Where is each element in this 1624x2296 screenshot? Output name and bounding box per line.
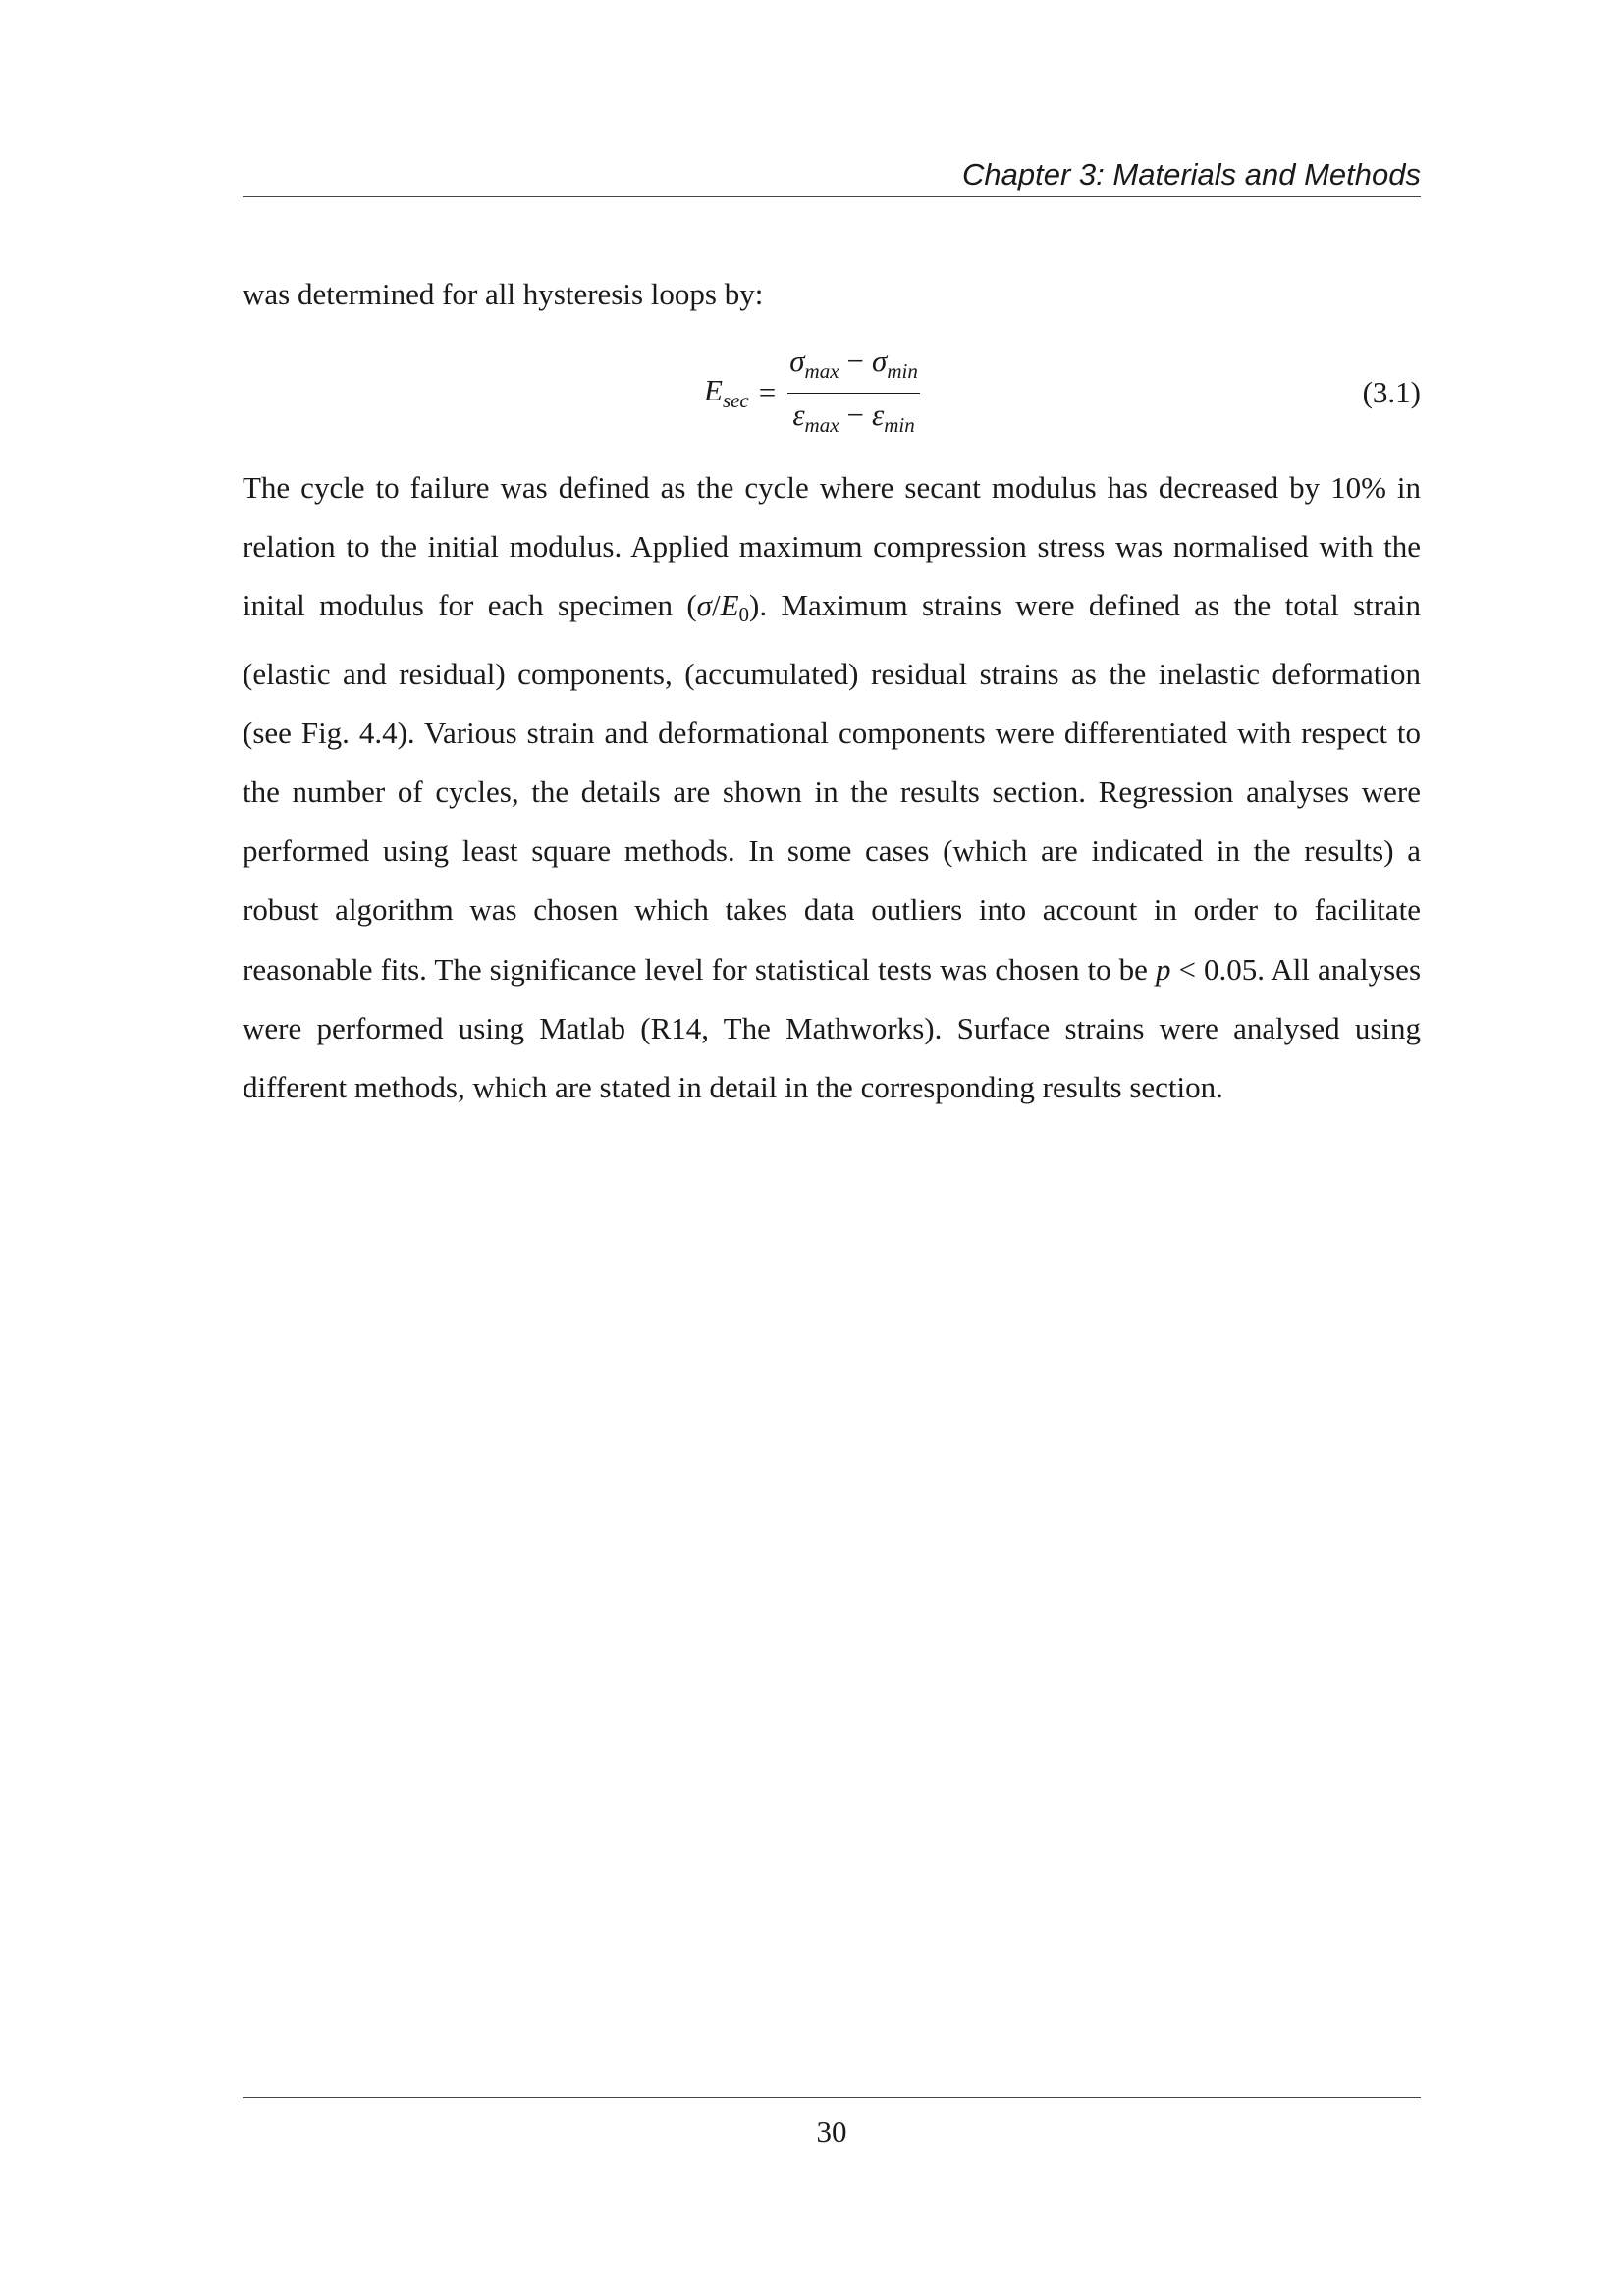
- equation-block: [243, 343, 1421, 437]
- sigma-min-symbol: σ: [872, 343, 888, 378]
- secant-modulus-fraction: [787, 344, 920, 443]
- ratio-modulus-symbol: E: [720, 588, 739, 623]
- methods-paragraph: [243, 458, 1421, 1117]
- denominator-minus: −: [846, 397, 865, 432]
- paragraph-text-part-1: The cycle to failure was defined as the cycle where secant modulus has decreased by 10% in relation to the initial modulus. Applied maximum compression stress was normalised with the inital modulus for each specimen (: [243, 470, 1421, 623]
- ratio-slash: /: [711, 588, 721, 623]
- ratio-modulus-subscript: 0: [738, 603, 750, 627]
- running-header: Chapter 3: Materials and Methods: [962, 157, 1421, 191]
- fraction-denominator: [792, 394, 914, 443]
- sigma-min-subscript: min: [887, 358, 918, 383]
- epsilon-max-symbol: ε: [792, 397, 805, 432]
- epsilon-max-subscript: max: [804, 412, 839, 437]
- equals-sign: =: [758, 375, 777, 409]
- ratio-sigma: σ: [696, 588, 712, 623]
- equation-lhs: [704, 373, 749, 413]
- epsilon-min-subscript: min: [884, 412, 915, 437]
- sigma-max-subscript: max: [804, 358, 839, 383]
- paragraph-text-part-2: ). Maximum strains were defined as the total strain (elastic and residual) components, (accumulated) residual strains as the inelastic deformation (see Fig. 4.4). Various strain and deformational components were differentiated with respect to the number of cycles, the details are shown in the results section. Regression analyses were performed using least square methods. In some cases (which are indicated in the results) a robust algorithm was chosen which takes data outliers into account in order to facilitate reasonable fits. The significance level for statistical tests was chosen to be: [243, 588, 1421, 987]
- equation-number: (3.1): [1362, 375, 1421, 409]
- page-number: 30: [816, 2114, 847, 2149]
- numerator-minus: −: [846, 343, 865, 378]
- header-divider: [243, 196, 1421, 197]
- sigma-max-symbol: σ: [789, 343, 805, 378]
- p-value-condition: < 0.05: [1170, 951, 1258, 987]
- lhs-subscript: sec: [722, 388, 749, 412]
- epsilon-min-symbol: ε: [872, 397, 885, 432]
- lhs-symbol: E: [704, 372, 723, 407]
- fraction-numerator: [787, 344, 920, 394]
- footer-divider: [243, 2097, 1421, 2098]
- lead-sentence: was determined for all hysteresis loops by:: [243, 277, 764, 311]
- p-value-symbol: p: [1155, 951, 1171, 987]
- equation-expression: [704, 343, 920, 437]
- paragraph-text-part-3: . All analyses were performed using Matlab (R14, The Mathworks). Surface strains were analysed using different methods, which are stated in detail in the corresponding results section.: [243, 951, 1422, 1105]
